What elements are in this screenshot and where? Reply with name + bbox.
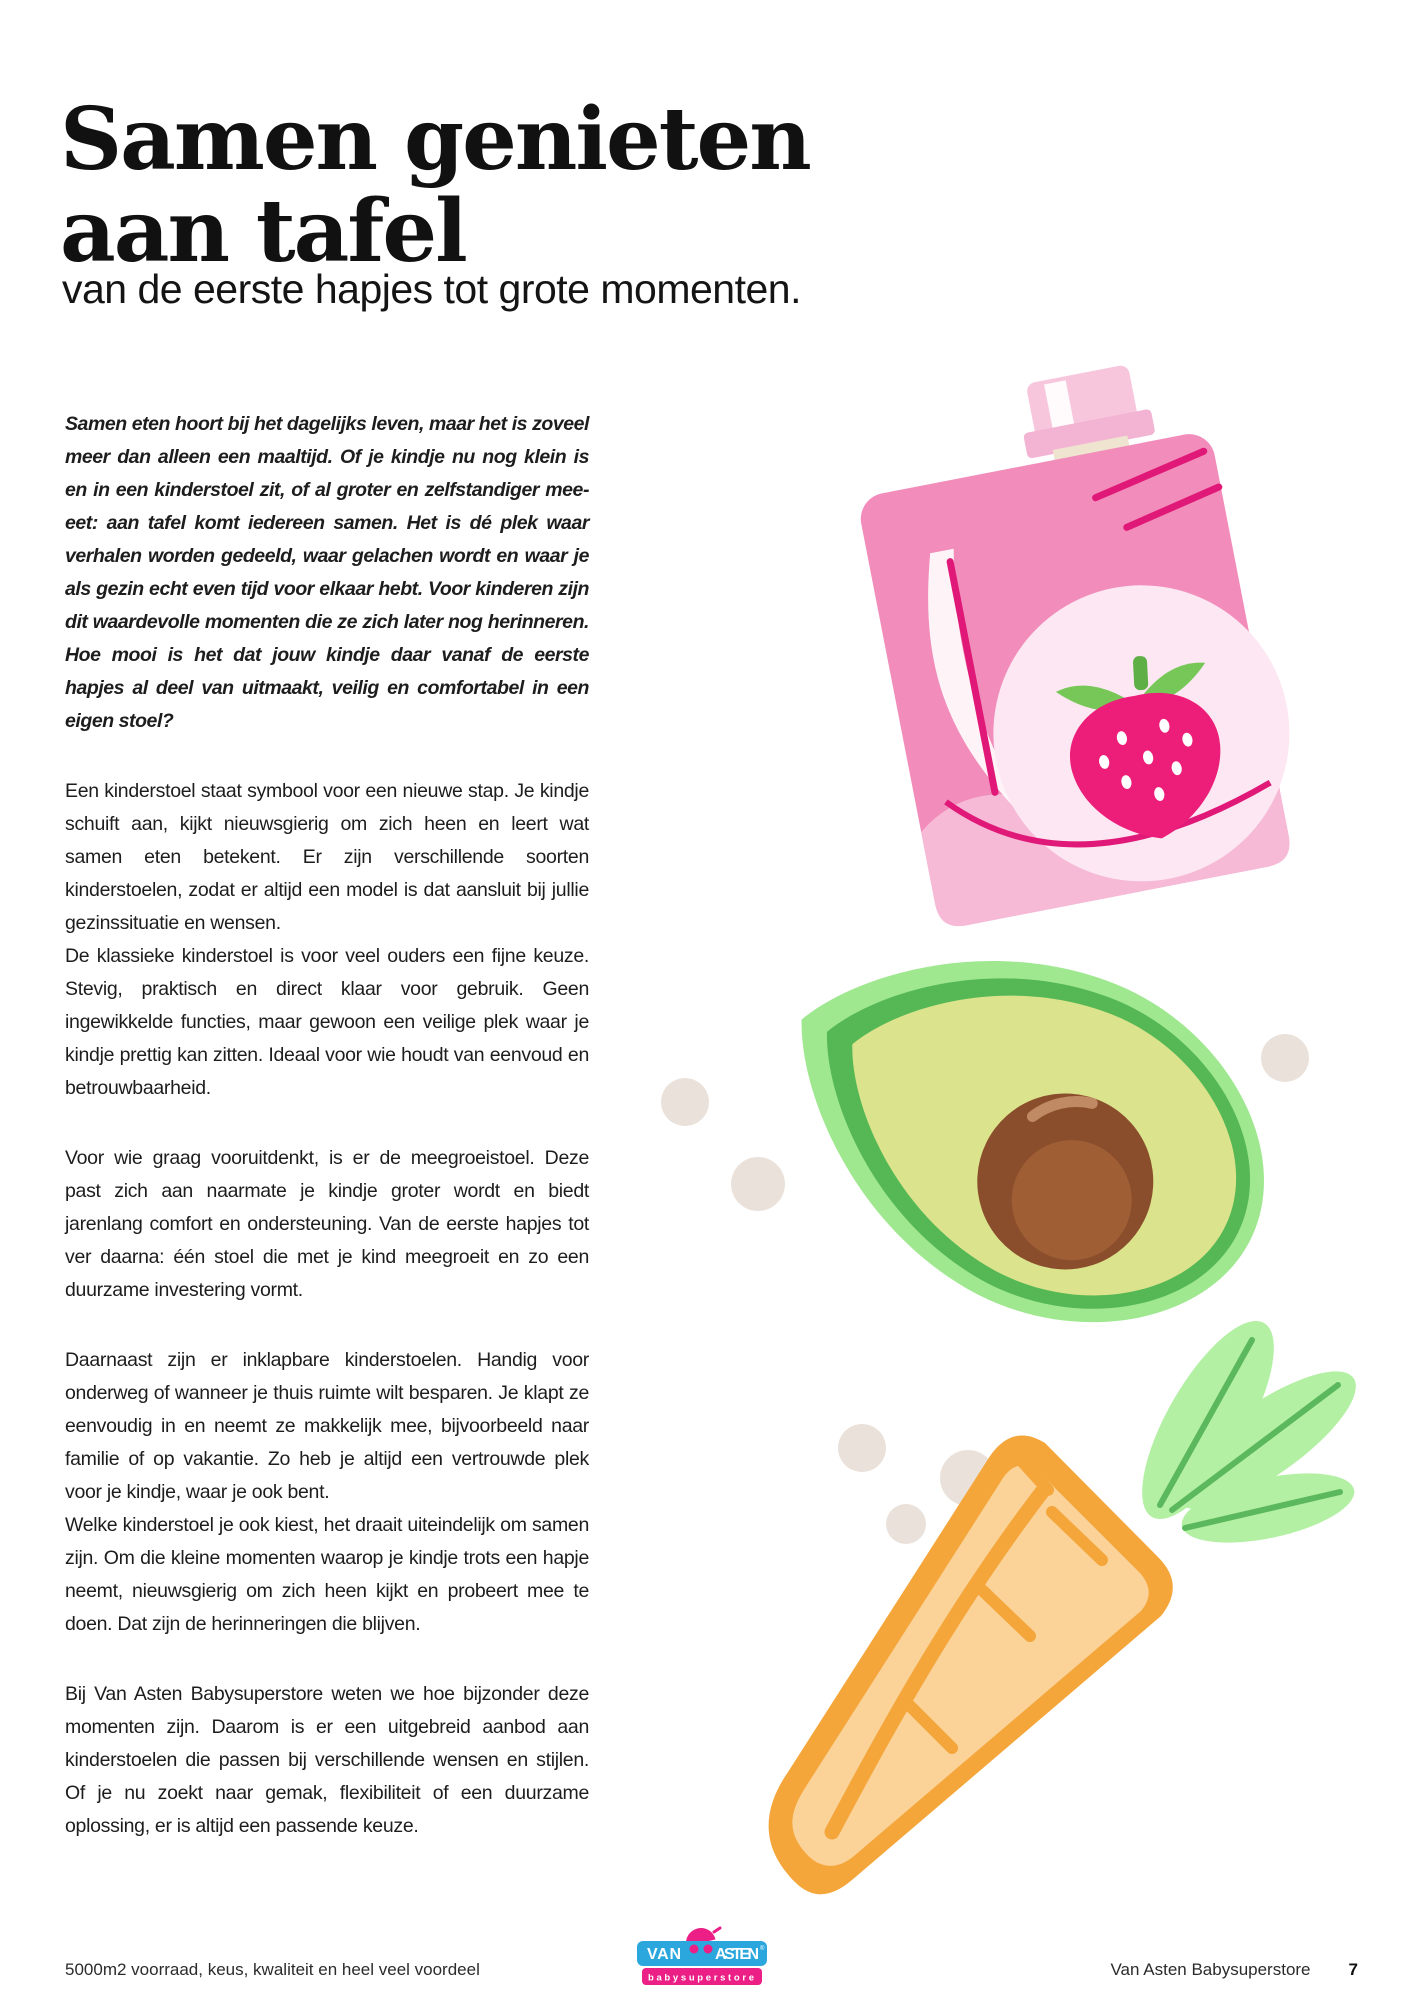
strawberry-icon xyxy=(1052,643,1236,853)
body-paragraph: Daarnaast zijn er inklapbare kinderstoelen. Handig voor onderweg of wanneer je thuis ruimte wilt besparen. Je klapt ze eenvoudig in en neemt ze makkelijk mee, bijvoorbeeld naar familie of op vakantie. Zo heb je altijd een vertrouwde plek voor je kindje, waar je ook bent. xyxy=(65,1349,589,1503)
paragraph-block xyxy=(65,1142,589,1307)
paragraph-block xyxy=(65,1678,589,1843)
body-paragraph: Welke kinderstoel je ook kiest, het draait uiteindelijk om samen zijn. Om die kleine momenten waarop je kindje trots een hapje neemt, nieuwsgierig om zich heen kijkt en probeert mee te doen. Dat zijn de herinneringen die blijven. xyxy=(65,1514,589,1635)
article-text-column xyxy=(65,408,589,1880)
babyfood-pouch-illustration xyxy=(841,347,1316,931)
page-title-line2: aan tafel xyxy=(60,180,466,282)
page-subtitle: van de eerste hapjes tot grote momenten. xyxy=(62,266,801,312)
van-asten-logo xyxy=(637,1926,767,1986)
avocado-illustration xyxy=(727,867,1326,1392)
logo-text-asten: ASTEN xyxy=(715,1946,759,1963)
sprinkle-dots xyxy=(661,746,1309,1544)
carrot-illustration xyxy=(769,1303,1375,1894)
page-number: 7 xyxy=(1348,1960,1358,1979)
page-title xyxy=(60,88,810,282)
body-paragraph: Een kinderstoel staat symbool voor een nieuwe stap. Je kindje schuift aan, kijkt nieuwsgierig om zich heen en leert wat samen eten betekent. Er zijn verschillende soorten kinderstoelen, zodat er altijd een model is dat aansluit bij jullie gezinssituatie en wensen. xyxy=(65,780,589,934)
logo-text-babysuperstore: babysuperstore xyxy=(648,1972,756,1984)
footer-brand: Van Asten Babysuperstore xyxy=(1110,1960,1311,1979)
page-title-line1: Samen genieten xyxy=(60,88,810,190)
body-paragraph: Bij Van Asten Babysuperstore weten we hoe bijzonder deze momenten zijn. Daarom is er een uitgebreid aanbod aan kinderstoelen die passen bij verschillende wensen en stijlen. Of je nu zoekt naar gemak, flexibiliteit of een duurzame oplossing, er is altijd een passende keuze. xyxy=(65,1683,589,1837)
carrot-leaves xyxy=(1117,1303,1374,1556)
logo-text-van: VAN xyxy=(647,1946,681,1963)
logo-registered-mark: ® xyxy=(760,1946,765,1952)
paragraph-block xyxy=(65,1344,589,1641)
intro-paragraph: Samen eten hoort bij het dagelijks leven, maar het is zoveel meer dan alleen een maaltijd. Of je kindje nu nog klein is en in een kinderstoel zit, of al groter en zelfstandiger mee-eet: aan tafel komt iedereen samen. Het is dé plek waar verhalen worden gedeeld, waar gelachen wordt en waar je als gezin echt even tijd voor elkaar hebt. Voor kinderen zijn dit waardevolle momenten die ze zich later nog herinneren. Hoe mooi is het dat jouw kindje daar vanaf de eerste hapjes al deel van uitmaakt, veilig en comfortabel in een eigen stoel? xyxy=(65,413,589,732)
food-illustrations xyxy=(600,280,1414,1960)
paragraph-block xyxy=(65,775,589,1105)
body-paragraph: Voor wie graag vooruitdenkt, is er de meegroeistoel. Deze past zich aan naarmate je kindje groter wordt en biedt jarenlang comfort en ondersteuning. Van de eerste hapjes tot ver daarna: één stoel die met je kind meegroeit en zo een duurzame investering vormt. xyxy=(65,1147,589,1301)
body-paragraph: De klassieke kinderstoel is voor veel ouders een fijne keuze. Stevig, praktisch en direct klaar voor gebruik. Geen ingewikkelde functies, maar gewoon een veilige plek waar je kindje prettig kan zitten. Ideaal voor wie houdt van eenvoud en betrouwbaarheid. xyxy=(65,945,589,1099)
footer-brand-area xyxy=(1110,1960,1358,1980)
footer-tagline: 5000m2 voorraad, keus, kwaliteit en heel veel voordeel xyxy=(65,1960,480,1979)
